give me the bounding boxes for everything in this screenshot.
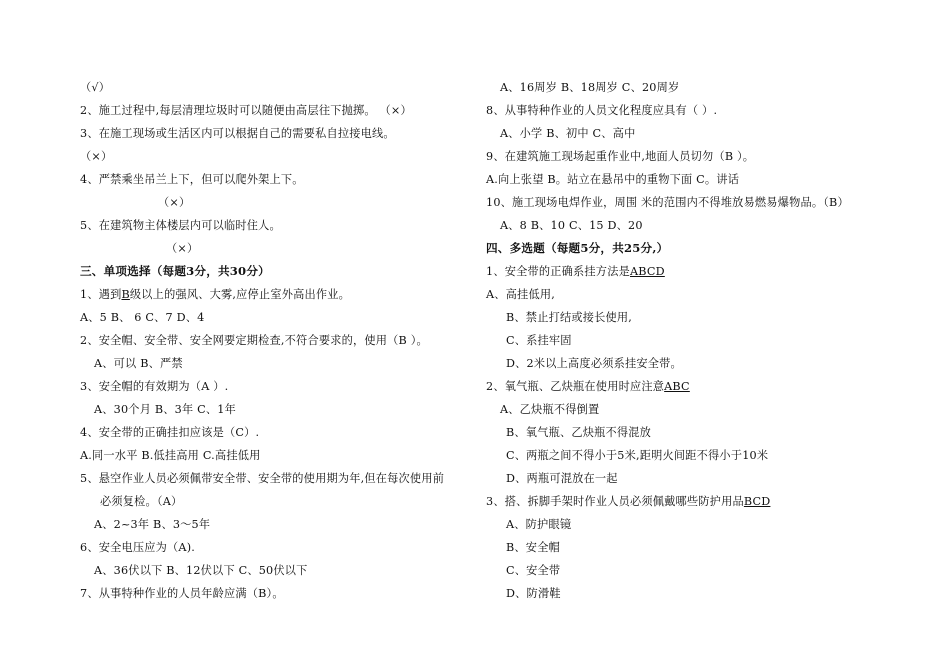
text-line (80, 490, 480, 513)
line-text: A、小学 B、初中 C、高中 (500, 127, 636, 140)
text-line (486, 145, 906, 168)
line-text: 2、氧气瓶、乙炔瓶在使用时应注意 (486, 380, 665, 393)
text-line (486, 122, 906, 145)
line-text: 5、悬空作业人员必须佩带安全带、安全带的使用期为年,但在每次使用前 (80, 472, 445, 485)
line-text: A、2~3年 B、3～5年 (94, 518, 211, 531)
text-line (80, 191, 480, 214)
line-text: C、两瓶之间不得小于5米,距明火间距不得小于10米 (506, 449, 769, 462)
line-text: 9、在建筑施工现场起重作业中,地面人员切勿（B ）。 (486, 150, 755, 163)
line-text: （×） (80, 150, 113, 163)
line-text: C、安全带 (506, 564, 561, 577)
text-line (80, 421, 480, 444)
line-text: A、30个月 B、3年 C、1年 (94, 403, 236, 416)
text-line (80, 352, 480, 375)
text-line (486, 398, 906, 421)
text-line (80, 467, 480, 490)
answer-fill: ABCD (629, 265, 665, 278)
text-line (80, 375, 480, 398)
answer-fill: B (121, 288, 130, 301)
section-heading (486, 237, 906, 260)
text-line (486, 490, 906, 513)
text-line (486, 559, 906, 582)
text-line (486, 352, 906, 375)
text-line (486, 444, 906, 467)
text-line (486, 329, 906, 352)
line-text: A.向上张望 B。站立在悬吊中的重物下面 C。讲话 (486, 173, 740, 186)
line-text: 4、安全带的正确挂扣应该是（C）. (80, 426, 260, 439)
text-line (80, 237, 480, 260)
line-text: 必须复检。（A） (100, 495, 183, 508)
text-line (80, 214, 480, 237)
text-line (80, 76, 480, 99)
line-text: A、16周岁 B、18周岁 C、20周岁 (500, 81, 680, 94)
line-text: A、可以 B、严禁 (94, 357, 183, 370)
line-text: 2、安全帽、安全带、安全网要定期检查,不符合要求的，使用（B ）。 (80, 334, 428, 347)
line-text: （×） (166, 242, 199, 255)
left-column (80, 76, 480, 605)
text-line (80, 283, 480, 306)
text-line (486, 99, 906, 122)
line-text: A.同一水平 B.低挂高用 C.高挂低用 (80, 449, 261, 462)
text-line (80, 582, 480, 605)
line-text: 5、在建筑物主体楼层内可以临时住人。 (80, 219, 281, 232)
line-text: B、氧气瓶、乙炔瓶不得混放 (506, 426, 652, 439)
line-text-continued: 级以上的强风、大雾,应停止室外高出作业。 (129, 288, 351, 301)
text-line (486, 260, 906, 283)
text-line (486, 536, 906, 559)
text-line (80, 99, 480, 122)
line-text: 10、施工现场电焊作业，周围 米的范围内不得堆放易燃易爆物品。（B） (486, 196, 849, 209)
answer-fill: ABC (664, 380, 690, 393)
line-text: 四、多选题（每题5分，共25分,） (486, 241, 669, 255)
line-text: 6、安全电压应为（A). (80, 541, 196, 554)
answer-fill: BCD (743, 495, 771, 508)
line-text: 2、施工过程中,每层清理垃圾时可以随便由高层往下抛掷。 （×） (80, 104, 412, 117)
line-text: D、两瓶可混放在一起 (506, 472, 618, 485)
line-text: 3、搭、拆脚手架时作业人员必须佩戴哪些防护用品 (486, 495, 744, 508)
text-line (80, 145, 480, 168)
text-line (486, 467, 906, 490)
text-line (486, 76, 906, 99)
line-text: B、安全帽 (506, 541, 560, 554)
line-text: （×） (158, 196, 191, 209)
text-line (486, 375, 906, 398)
line-text: A、防护眼镜 (506, 518, 572, 531)
line-text: D、防滑鞋 (506, 587, 561, 600)
line-text: D、2米以上高度必须系挂安全带。 (506, 357, 682, 370)
line-text: 3、安全帽的有效期为（A ）. (80, 380, 229, 393)
line-text: A、36伏以下 B、12伏以下 C、50伏以下 (94, 564, 308, 577)
text-line (80, 444, 480, 467)
text-line (486, 421, 906, 444)
line-text: A、高挂低用, (486, 288, 555, 301)
line-text: 8、从事特种作业的人员文化程度应具有（ ）. (486, 104, 718, 117)
text-line (486, 214, 906, 237)
line-text: A、5 B、 6 C、7 D、4 (80, 311, 205, 324)
text-line (486, 582, 906, 605)
text-line (486, 191, 906, 214)
line-text: 7、从事特种作业的人员年龄应满（B）。 (80, 587, 284, 600)
line-text: C、系挂牢固 (506, 334, 572, 347)
text-line (486, 513, 906, 536)
text-line (80, 122, 480, 145)
text-line (80, 513, 480, 536)
text-line (80, 398, 480, 421)
text-line (486, 306, 906, 329)
line-text: A、乙炔瓶不得倒置 (500, 403, 600, 416)
line-text: 3、在施工现场或生活区内可以根据自己的需要私自拉接电线。 (80, 127, 395, 140)
text-line (486, 168, 906, 191)
text-line (80, 559, 480, 582)
line-text: 4、严禁乘坐吊兰上下，但可以爬外架上下。 (80, 173, 304, 186)
text-line (80, 306, 480, 329)
line-text: B、禁止打结或接长使用, (506, 311, 633, 324)
text-line (486, 283, 906, 306)
line-text: 三、单项选择（每题3分，共30分） (80, 264, 270, 278)
line-text: （√） (80, 81, 111, 94)
line-text: 1、遇到 (80, 288, 122, 301)
text-line (80, 536, 480, 559)
right-column (486, 76, 906, 605)
section-heading (80, 260, 480, 283)
line-text: A、8 B、10 C、15 D、20 (500, 219, 643, 232)
text-line (80, 168, 480, 191)
text-line (80, 329, 480, 352)
line-text: 1、安全带的正确系挂方法是 (486, 265, 630, 278)
